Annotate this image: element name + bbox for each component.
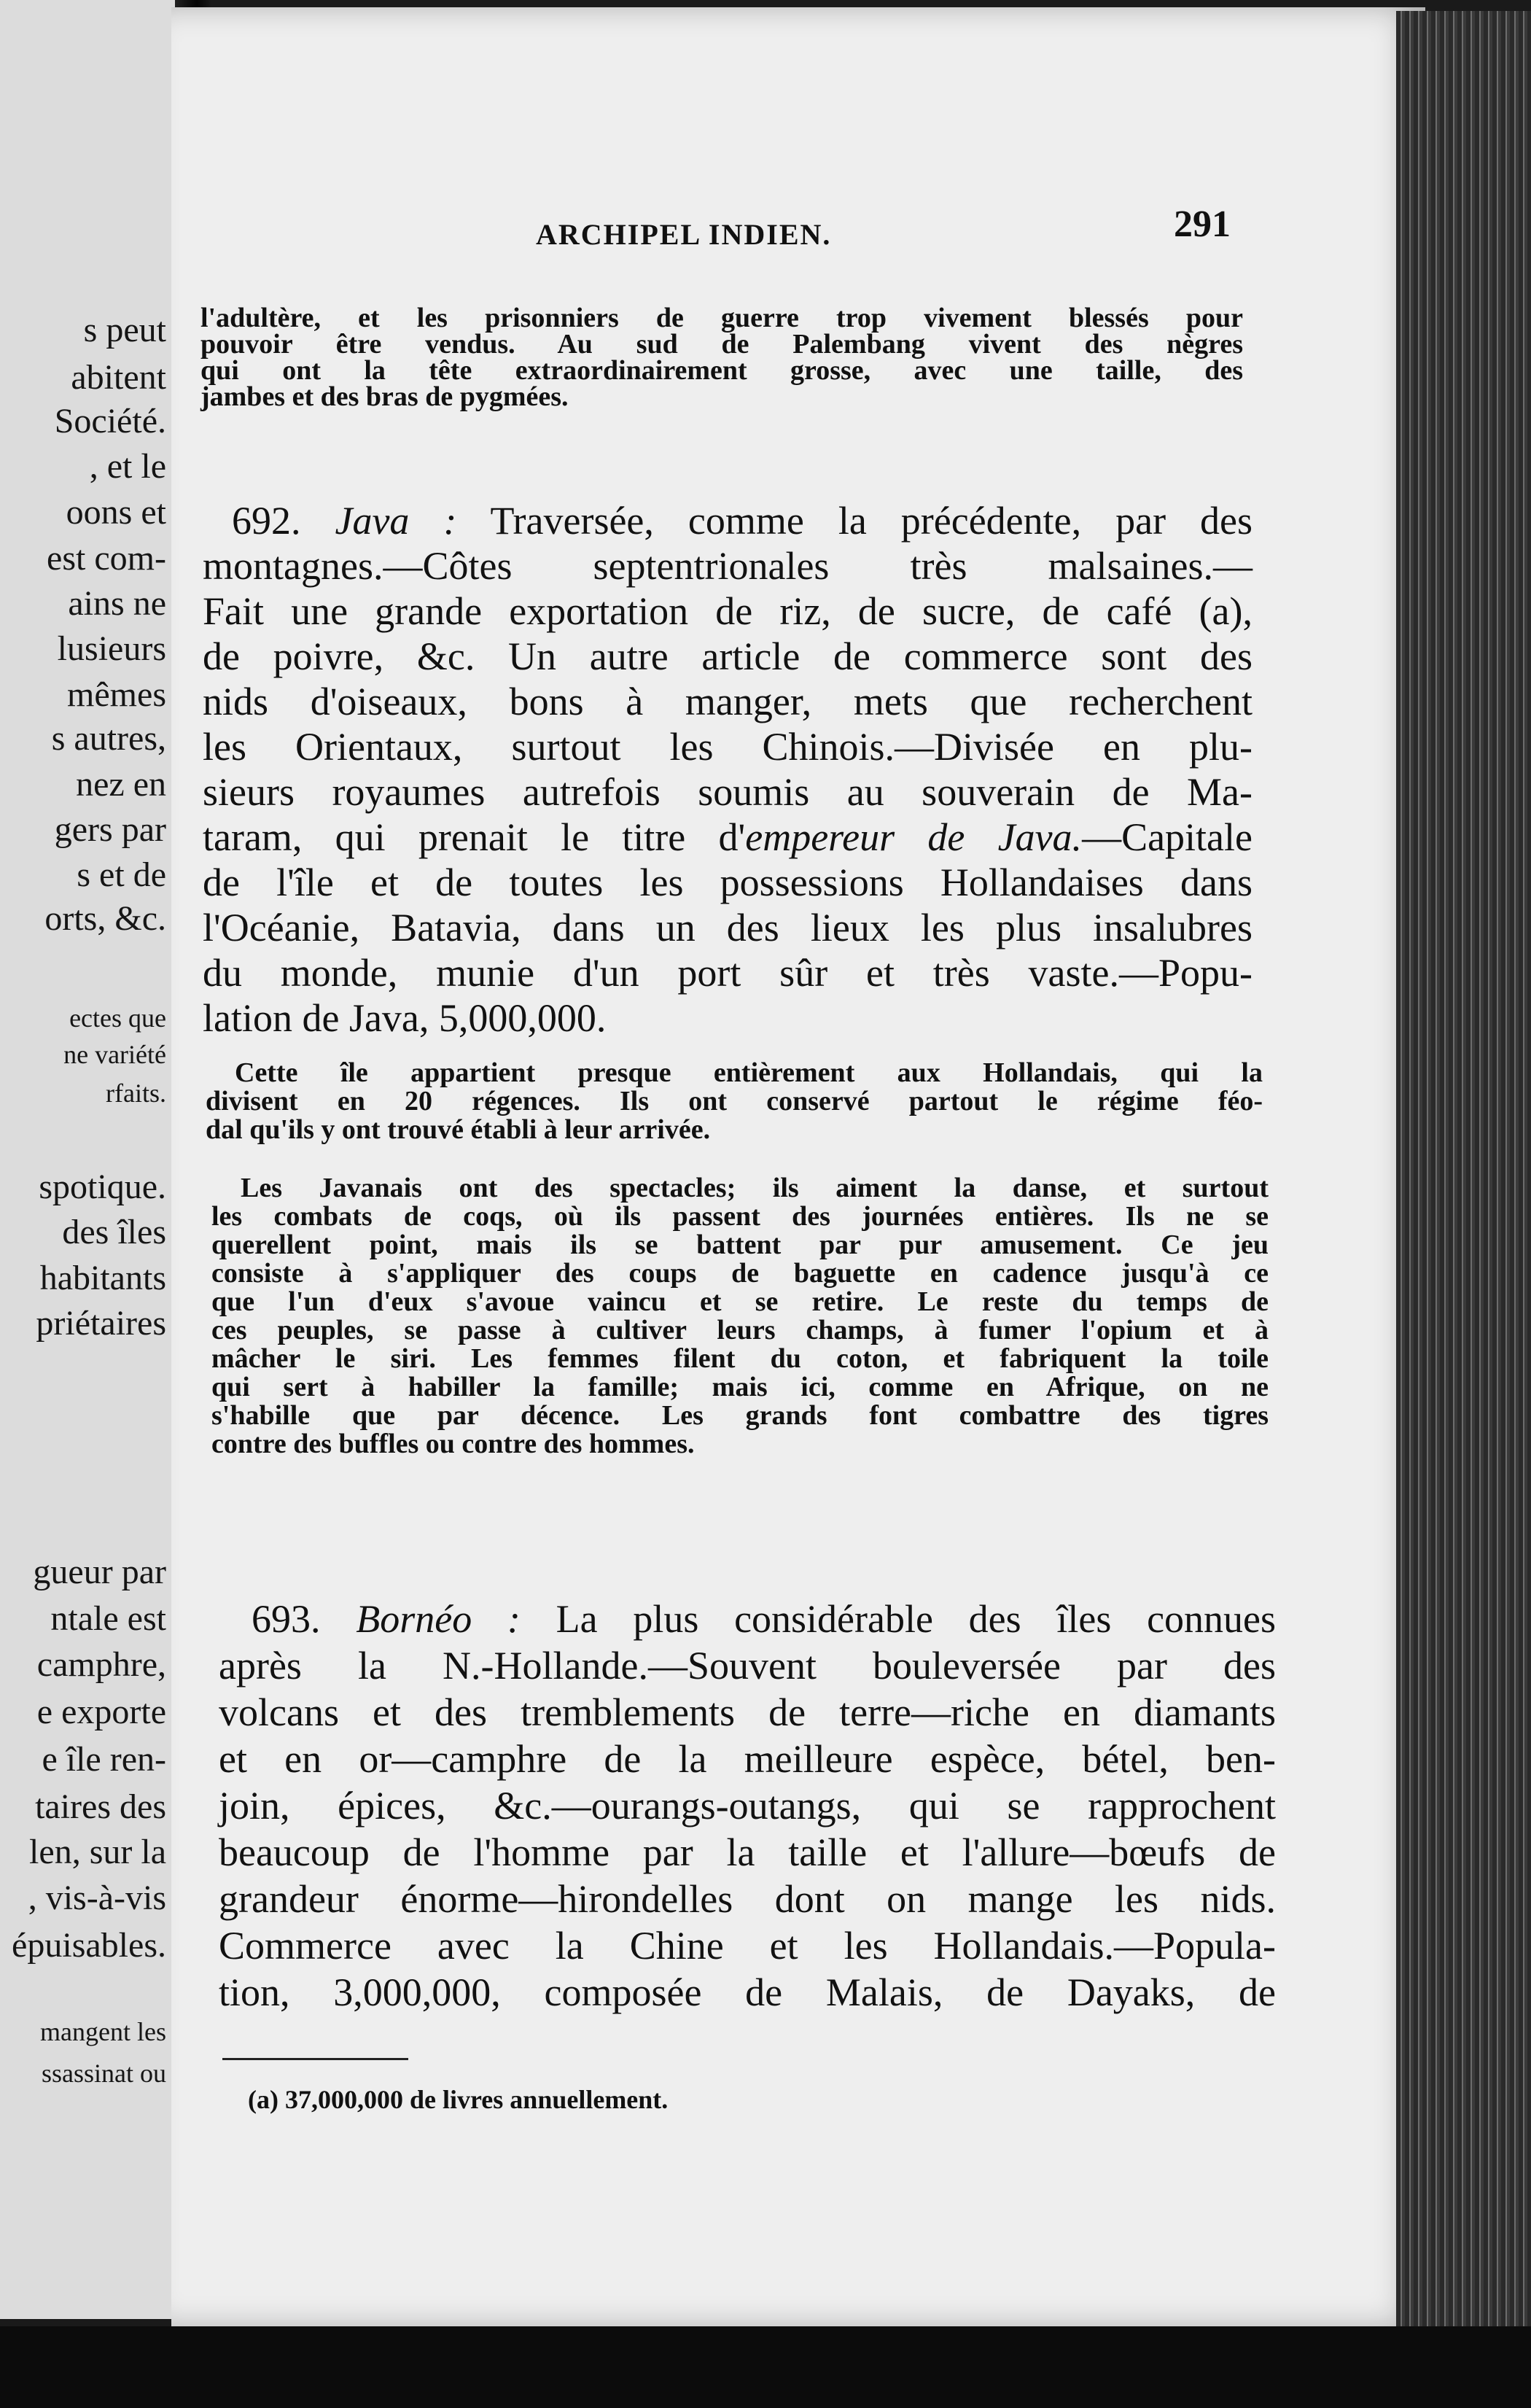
scan-background [0, 2326, 1531, 2408]
left-page-line: ectes que [69, 1003, 166, 1033]
left-page-line: e île ren- [42, 1740, 166, 1779]
note-692-javanais [211, 1174, 1269, 1459]
text-line: Cette île appartient presque entièrement aux Hollandais, qui la [235, 1057, 1263, 1088]
text-line: consiste à s'appliquer des coups de baguette en cadence jusqu'à ce [211, 1258, 1269, 1289]
text-segment: taram, qui prenait le titre d' [203, 815, 746, 859]
left-page-line: gueur par [33, 1553, 166, 1591]
note-692-regences [206, 1059, 1263, 1144]
page-number: 291 [1174, 203, 1231, 245]
left-page-line: oons et [66, 493, 166, 532]
left-page-line: gers par [54, 810, 166, 849]
text-line: les combats de coqs, où ils passent des journées entières. Ils ne se [211, 1201, 1269, 1232]
footnote-rule [222, 2058, 408, 2060]
left-page-line: mangent les [40, 2017, 166, 2046]
text-line: s'habille que par décence. Les grands font combattre des tigres [211, 1400, 1269, 1431]
text-segment: —Capitale [1082, 815, 1253, 859]
text-line: de l'île et de toutes les possessions Hollandaises dans [203, 861, 1253, 904]
text-line: volcans et des tremblements de terre—riche en diamants [219, 1690, 1276, 1734]
left-page-line: mêmes [67, 675, 166, 714]
text-line: qui ont la tête extraordinairement grosse, avec une taille, des [200, 355, 1243, 386]
text-line: l'Océanie, Batavia, dans un des lieux les plus insalubres [203, 906, 1253, 949]
paragraph-number: 692. [232, 499, 301, 543]
text-line: Les Javanais ont des spectacles; ils aiment la danse, et surtout [241, 1173, 1269, 1203]
text-line: de poivre, &c. Un autre article de commerce sont des [203, 634, 1253, 678]
text-line: grandeur énorme—hirondelles dont on mange les nids. [219, 1877, 1276, 1921]
left-page-line: ne variété [63, 1040, 166, 1069]
text-line: jambes et des bras de pygmées. [200, 381, 569, 412]
left-page-line: habitants [39, 1259, 166, 1297]
page-edges [1396, 11, 1531, 2374]
text-line: pouvoir être vendus. Au sud de Palembang vivent des nègres [200, 329, 1243, 360]
left-page-line: des îles [62, 1213, 166, 1251]
left-page-line: s peut [83, 311, 166, 349]
left-page-line: abitent [71, 358, 166, 397]
left-page-line: s et de [77, 855, 166, 894]
left-page-line: lusieurs [57, 629, 166, 668]
left-page-line: rfaits. [106, 1079, 166, 1108]
left-page-line: nez en [76, 765, 166, 804]
footnote: (a) 37,000,000 de livres annuellement. [248, 2085, 669, 2114]
paragraph-692-java [203, 498, 1253, 1041]
paragraph-continuation [200, 305, 1243, 410]
text-line: tion, 3,000,000, composée de Malais, de Dayaks, de [219, 1970, 1276, 2014]
text-line: du monde, munie d'un port sûr et très vaste.—Popu- [203, 951, 1253, 995]
text-line: les Orientaux, surtout les Chinois.—Divisée en plu- [203, 725, 1253, 769]
text-line: dal qu'ils y ont trouvé établi à leur arrivée. [206, 1114, 711, 1145]
text-line: nids d'oiseaux, bons à manger, mets que recherchent [203, 680, 1253, 723]
text-line: ces peuples, se passe à cultiver leurs champs, à fumer l'opium et à [211, 1315, 1269, 1345]
text-line: que l'un d'eux s'avoue vaincu et se retire. Le reste du temps de [211, 1286, 1269, 1317]
text-segment: La plus considérable des îles connues [556, 1597, 1277, 1641]
left-page-line: ntale est [50, 1599, 166, 1638]
left-page-line: s autres, [51, 719, 166, 758]
text-line: l'adultère, et les prisonniers de guerre trop vivement blessés pour [200, 303, 1243, 333]
left-page-line: taires des [35, 1787, 166, 1826]
previous-page-fragment [0, 0, 175, 2319]
text-line: divisent en 20 régences. Ils ont conservé partout le régime féo- [206, 1086, 1263, 1116]
text-line: après la N.-Hollande.—Souvent bouleversée par des [219, 1644, 1276, 1687]
emphasis-text: empereur de Java. [745, 815, 1083, 859]
left-page-line: ssassinat ou [42, 2059, 166, 2088]
text-line: sieurs royaumes autrefois soumis au souverain de Ma- [203, 770, 1253, 814]
text-line: Fait une grande exportation de riz, de sucre, de café (a), [203, 589, 1253, 633]
paragraph-number: 693. [252, 1597, 321, 1641]
text-line: querellent point, mais ils se battent par pur amusement. Ce jeu [211, 1230, 1269, 1260]
paragraph-693-borneo [219, 1596, 1276, 2016]
left-page-line: est com- [47, 539, 166, 578]
left-page-line: spotique. [39, 1168, 166, 1206]
left-page-line: épuisables. [12, 1926, 166, 1965]
left-page-line: Société. [54, 402, 166, 440]
paragraph-title: Java : [335, 499, 457, 543]
running-head: ARCHIPEL INDIEN. [536, 218, 832, 251]
left-page-line: ains ne [68, 584, 166, 623]
left-page-line: camphre, [36, 1645, 166, 1684]
text-line: montagnes.—Côtes septentrionales très malsaines.— [203, 544, 1253, 588]
text-line: join, épices, &c.—ourangs-outangs, qui se rapprochent [219, 1784, 1276, 1828]
text-line: qui sert à habiller la famille; mais ici, comme en Afrique, on ne [211, 1372, 1269, 1402]
left-page-line: , vis-à-vis [28, 1879, 166, 1917]
text-line: contre des buffles ou contre des hommes. [211, 1429, 695, 1459]
left-page-line: e exporte [36, 1693, 166, 1731]
left-page-line: orts, &c. [44, 899, 166, 938]
text-line: Commerce avec la Chine et les Hollandais.—Popula- [219, 1924, 1276, 1968]
paragraph-title: Bornéo : [356, 1597, 521, 1641]
left-page-line: , et le [89, 447, 166, 486]
left-page-line: len, sur la [29, 1833, 166, 1871]
text-line [219, 1596, 1276, 1642]
text-line: lation de Java, 5,000,000. [203, 996, 607, 1040]
text-line: et en or—camphre de la meilleure espèce, bétel, ben- [219, 1737, 1276, 1781]
text-line [203, 815, 1253, 860]
text-line: beaucoup de l'homme par la taille et l'allure—bœufs de [219, 1830, 1276, 1874]
text-segment: Traversée, comme la précédente, par des [490, 499, 1253, 543]
left-page-line: priétaires [36, 1304, 166, 1343]
text-line: mâcher le siri. Les femmes filent du coton, et fabriquent la toile [211, 1343, 1269, 1374]
text-line [203, 498, 1253, 543]
